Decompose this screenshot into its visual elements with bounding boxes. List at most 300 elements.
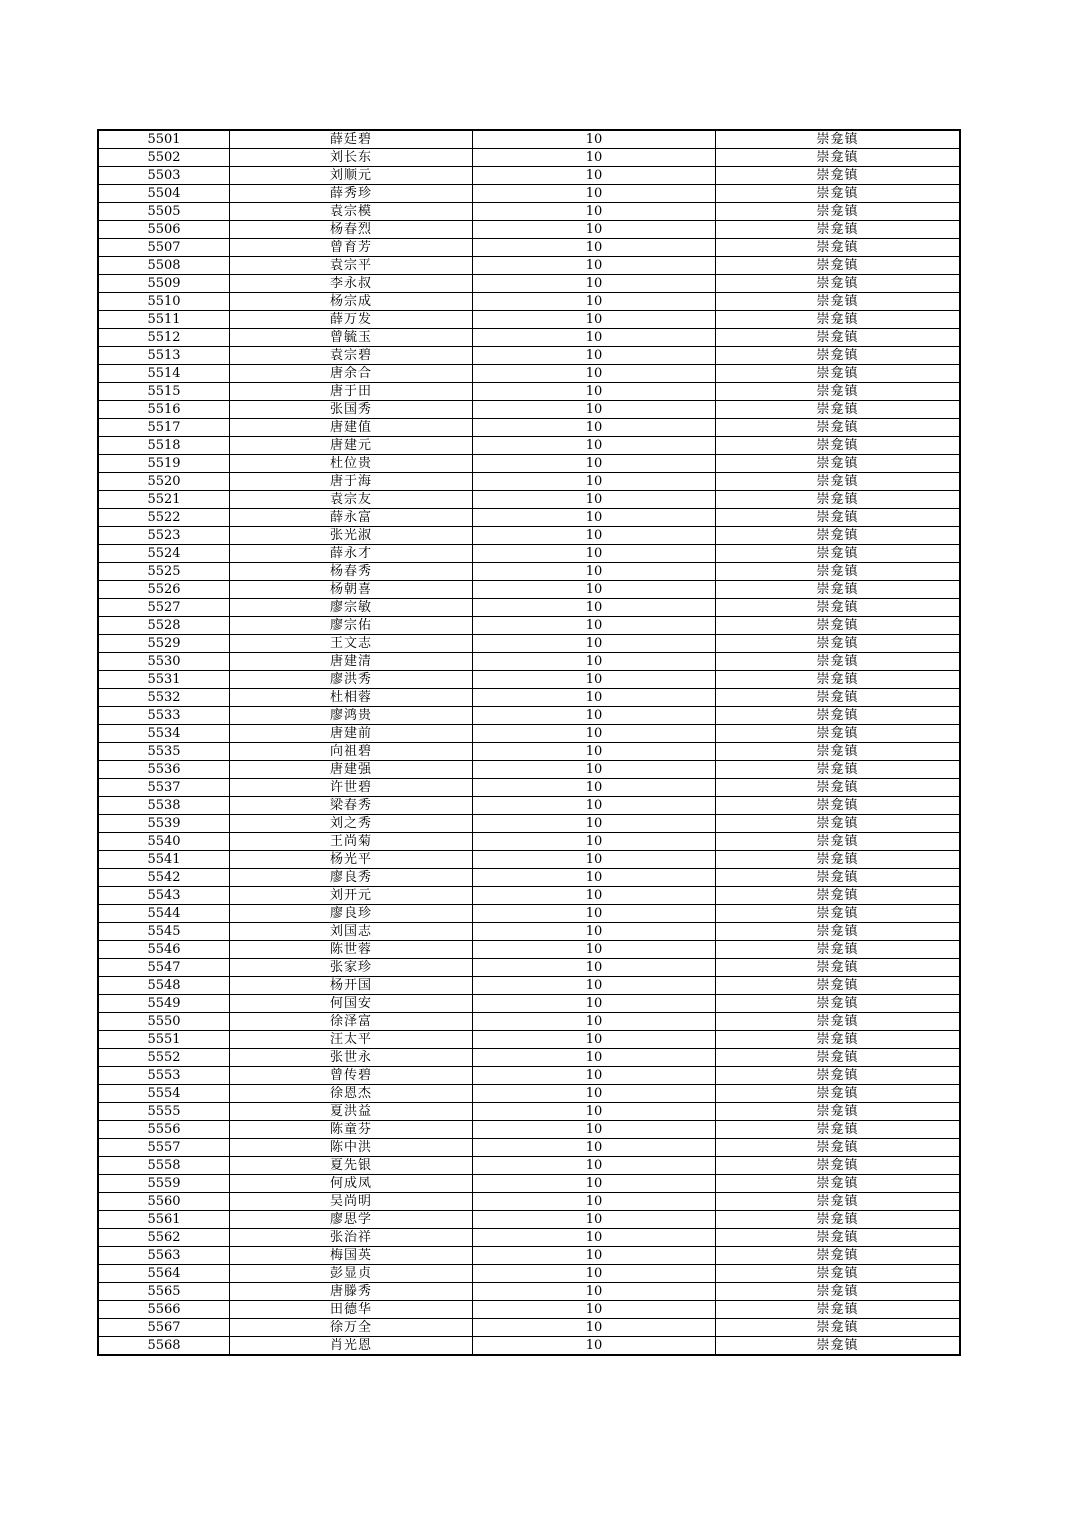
amount-cell: 10 [473, 383, 716, 401]
town-cell: 崇龛镇 [716, 905, 961, 923]
amount-cell: 10 [473, 1121, 716, 1139]
name-cell: 薛廷碧 [230, 130, 473, 149]
table-row [98, 329, 960, 347]
data-table [97, 129, 961, 1356]
table-row [98, 779, 960, 797]
town-cell: 崇龛镇 [716, 1265, 961, 1283]
name-cell: 唐建清 [230, 653, 473, 671]
table-row [98, 1139, 960, 1157]
town-cell: 崇龛镇 [716, 1049, 961, 1067]
amount-cell: 10 [473, 365, 716, 383]
row-number-cell: 5564 [98, 1265, 230, 1283]
row-number-cell: 5531 [98, 671, 230, 689]
town-cell: 崇龛镇 [716, 365, 961, 383]
amount-cell: 10 [473, 977, 716, 995]
table-row [98, 797, 960, 815]
table-row [98, 923, 960, 941]
row-number-cell: 5562 [98, 1229, 230, 1247]
name-cell: 张治祥 [230, 1229, 473, 1247]
name-cell: 汪太平 [230, 1031, 473, 1049]
name-cell: 刘国志 [230, 923, 473, 941]
amount-cell: 10 [473, 167, 716, 185]
town-cell: 崇龛镇 [716, 185, 961, 203]
row-number-cell: 5509 [98, 275, 230, 293]
town-cell: 崇龛镇 [716, 599, 961, 617]
amount-cell: 10 [473, 743, 716, 761]
town-cell: 崇龛镇 [716, 743, 961, 761]
row-number-cell: 5523 [98, 527, 230, 545]
amount-cell: 10 [473, 563, 716, 581]
name-cell: 唐于田 [230, 383, 473, 401]
amount-cell: 10 [473, 293, 716, 311]
amount-cell: 10 [473, 545, 716, 563]
amount-cell: 10 [473, 1211, 716, 1229]
table-row [98, 383, 960, 401]
row-number-cell: 5505 [98, 203, 230, 221]
name-cell: 唐于海 [230, 473, 473, 491]
name-cell: 薛永才 [230, 545, 473, 563]
row-number-cell: 5541 [98, 851, 230, 869]
table-row [98, 599, 960, 617]
town-cell: 崇龛镇 [716, 923, 961, 941]
table-row [98, 347, 960, 365]
row-number-cell: 5563 [98, 1247, 230, 1265]
amount-cell: 10 [473, 473, 716, 491]
row-number-cell: 5528 [98, 617, 230, 635]
town-cell: 崇龛镇 [716, 257, 961, 275]
town-cell: 崇龛镇 [716, 527, 961, 545]
table-row [98, 725, 960, 743]
name-cell: 杨光平 [230, 851, 473, 869]
row-number-cell: 5548 [98, 977, 230, 995]
amount-cell: 10 [473, 653, 716, 671]
name-cell: 夏先银 [230, 1157, 473, 1175]
name-cell: 廖鸿贵 [230, 707, 473, 725]
town-cell: 崇龛镇 [716, 401, 961, 419]
town-cell: 崇龛镇 [716, 311, 961, 329]
table-row [98, 851, 960, 869]
name-cell: 杜相蓉 [230, 689, 473, 707]
amount-cell: 10 [473, 130, 716, 149]
name-cell: 曾传碧 [230, 1067, 473, 1085]
table-row [98, 491, 960, 509]
name-cell: 陈童芬 [230, 1121, 473, 1139]
name-cell: 廖洪秀 [230, 671, 473, 689]
row-number-cell: 5558 [98, 1157, 230, 1175]
name-cell: 张家珍 [230, 959, 473, 977]
table-row [98, 167, 960, 185]
name-cell: 徐恩杰 [230, 1085, 473, 1103]
town-cell: 崇龛镇 [716, 203, 961, 221]
name-cell: 张国秀 [230, 401, 473, 419]
amount-cell: 10 [473, 1013, 716, 1031]
amount-cell: 10 [473, 1319, 716, 1337]
row-number-cell: 5535 [98, 743, 230, 761]
town-cell: 崇龛镇 [716, 509, 961, 527]
amount-cell: 10 [473, 671, 716, 689]
town-cell: 崇龛镇 [716, 275, 961, 293]
row-number-cell: 5526 [98, 581, 230, 599]
amount-cell: 10 [473, 887, 716, 905]
name-cell: 袁宗模 [230, 203, 473, 221]
amount-cell: 10 [473, 347, 716, 365]
town-cell: 崇龛镇 [716, 1103, 961, 1121]
amount-cell: 10 [473, 581, 716, 599]
name-cell: 许世碧 [230, 779, 473, 797]
amount-cell: 10 [473, 1283, 716, 1301]
table-row [98, 527, 960, 545]
table-row [98, 1031, 960, 1049]
name-cell: 梁春秀 [230, 797, 473, 815]
row-number-cell: 5513 [98, 347, 230, 365]
town-cell: 崇龛镇 [716, 725, 961, 743]
row-number-cell: 5560 [98, 1193, 230, 1211]
amount-cell: 10 [473, 419, 716, 437]
amount-cell: 10 [473, 329, 716, 347]
row-number-cell: 5537 [98, 779, 230, 797]
amount-cell: 10 [473, 689, 716, 707]
name-cell: 廖良珍 [230, 905, 473, 923]
table-row [98, 130, 960, 149]
name-cell: 张光淑 [230, 527, 473, 545]
table-row [98, 455, 960, 473]
amount-cell: 10 [473, 491, 716, 509]
amount-cell: 10 [473, 221, 716, 239]
town-cell: 崇龛镇 [716, 941, 961, 959]
name-cell: 唐余合 [230, 365, 473, 383]
amount-cell: 10 [473, 437, 716, 455]
name-cell: 何国安 [230, 995, 473, 1013]
row-number-cell: 5506 [98, 221, 230, 239]
amount-cell: 10 [473, 311, 716, 329]
name-cell: 杨春秀 [230, 563, 473, 581]
amount-cell: 10 [473, 527, 716, 545]
name-cell: 廖宗佑 [230, 617, 473, 635]
row-number-cell: 5511 [98, 311, 230, 329]
amount-cell: 10 [473, 815, 716, 833]
table-row [98, 887, 960, 905]
amount-cell: 10 [473, 1229, 716, 1247]
table-row [98, 1247, 960, 1265]
row-number-cell: 5512 [98, 329, 230, 347]
row-number-cell: 5539 [98, 815, 230, 833]
name-cell: 曾育芳 [230, 239, 473, 257]
town-cell: 崇龛镇 [716, 545, 961, 563]
name-cell: 刘长东 [230, 149, 473, 167]
town-cell: 崇龛镇 [716, 563, 961, 581]
row-number-cell: 5566 [98, 1301, 230, 1319]
name-cell: 刘开元 [230, 887, 473, 905]
amount-cell: 10 [473, 1301, 716, 1319]
name-cell: 张世永 [230, 1049, 473, 1067]
row-number-cell: 5521 [98, 491, 230, 509]
town-cell: 崇龛镇 [716, 671, 961, 689]
row-number-cell: 5529 [98, 635, 230, 653]
name-cell: 薛秀珍 [230, 185, 473, 203]
town-cell: 崇龛镇 [716, 1139, 961, 1157]
table-row [98, 509, 960, 527]
row-number-cell: 5532 [98, 689, 230, 707]
name-cell: 陈中洪 [230, 1139, 473, 1157]
table-row [98, 275, 960, 293]
table-row [98, 941, 960, 959]
name-cell: 王文志 [230, 635, 473, 653]
amount-cell: 10 [473, 1067, 716, 1085]
name-cell: 何成凤 [230, 1175, 473, 1193]
row-number-cell: 5567 [98, 1319, 230, 1337]
amount-cell: 10 [473, 1031, 716, 1049]
row-number-cell: 5507 [98, 239, 230, 257]
town-cell: 崇龛镇 [716, 221, 961, 239]
table-row [98, 473, 960, 491]
amount-cell: 10 [473, 923, 716, 941]
town-cell: 崇龛镇 [716, 239, 961, 257]
table-row [98, 1085, 960, 1103]
amount-cell: 10 [473, 275, 716, 293]
table-row [98, 815, 960, 833]
town-cell: 崇龛镇 [716, 1319, 961, 1337]
name-cell: 薛永富 [230, 509, 473, 527]
amount-cell: 10 [473, 203, 716, 221]
row-number-cell: 5510 [98, 293, 230, 311]
row-number-cell: 5501 [98, 130, 230, 149]
table-row [98, 419, 960, 437]
row-number-cell: 5555 [98, 1103, 230, 1121]
table-row [98, 707, 960, 725]
table-row [98, 1211, 960, 1229]
amount-cell: 10 [473, 1049, 716, 1067]
town-cell: 崇龛镇 [716, 653, 961, 671]
town-cell: 崇龛镇 [716, 851, 961, 869]
town-cell: 崇龛镇 [716, 1157, 961, 1175]
name-cell: 廖宗敏 [230, 599, 473, 617]
town-cell: 崇龛镇 [716, 1085, 961, 1103]
table-row [98, 689, 960, 707]
name-cell: 徐泽富 [230, 1013, 473, 1031]
amount-cell: 10 [473, 401, 716, 419]
town-cell: 崇龛镇 [716, 329, 961, 347]
town-cell: 崇龛镇 [716, 887, 961, 905]
name-cell: 梅国英 [230, 1247, 473, 1265]
town-cell: 崇龛镇 [716, 689, 961, 707]
row-number-cell: 5519 [98, 455, 230, 473]
town-cell: 崇龛镇 [716, 473, 961, 491]
amount-cell: 10 [473, 1337, 716, 1356]
town-cell: 崇龛镇 [716, 959, 961, 977]
town-cell: 崇龛镇 [716, 437, 961, 455]
amount-cell: 10 [473, 797, 716, 815]
table-row [98, 149, 960, 167]
row-number-cell: 5536 [98, 761, 230, 779]
table-row [98, 1103, 960, 1121]
row-number-cell: 5540 [98, 833, 230, 851]
table-row [98, 185, 960, 203]
amount-cell: 10 [473, 869, 716, 887]
table-row [98, 1229, 960, 1247]
town-cell: 崇龛镇 [716, 130, 961, 149]
amount-cell: 10 [473, 851, 716, 869]
table-row [98, 671, 960, 689]
name-cell: 袁宗碧 [230, 347, 473, 365]
table-row [98, 437, 960, 455]
table-row [98, 401, 960, 419]
town-cell: 崇龛镇 [716, 1337, 961, 1356]
table-row [98, 833, 960, 851]
row-number-cell: 5504 [98, 185, 230, 203]
name-cell: 袁宗友 [230, 491, 473, 509]
row-number-cell: 5516 [98, 401, 230, 419]
town-cell: 崇龛镇 [716, 977, 961, 995]
table-row [98, 563, 960, 581]
amount-cell: 10 [473, 905, 716, 923]
name-cell: 廖思学 [230, 1211, 473, 1229]
row-number-cell: 5533 [98, 707, 230, 725]
table-row [98, 1337, 960, 1356]
table-row [98, 293, 960, 311]
name-cell: 彭显贞 [230, 1265, 473, 1283]
town-cell: 崇龛镇 [716, 383, 961, 401]
amount-cell: 10 [473, 707, 716, 725]
amount-cell: 10 [473, 1175, 716, 1193]
table-row [98, 365, 960, 383]
amount-cell: 10 [473, 599, 716, 617]
table-row [98, 239, 960, 257]
name-cell: 田德华 [230, 1301, 473, 1319]
name-cell: 陈世蓉 [230, 941, 473, 959]
amount-cell: 10 [473, 149, 716, 167]
row-number-cell: 5524 [98, 545, 230, 563]
amount-cell: 10 [473, 617, 716, 635]
row-number-cell: 5515 [98, 383, 230, 401]
amount-cell: 10 [473, 509, 716, 527]
row-number-cell: 5502 [98, 149, 230, 167]
table-row [98, 653, 960, 671]
town-cell: 崇龛镇 [716, 761, 961, 779]
name-cell: 袁宗平 [230, 257, 473, 275]
amount-cell: 10 [473, 779, 716, 797]
table-row [98, 1157, 960, 1175]
row-number-cell: 5565 [98, 1283, 230, 1301]
amount-cell: 10 [473, 1157, 716, 1175]
town-cell: 崇龛镇 [716, 1067, 961, 1085]
table-row [98, 581, 960, 599]
town-cell: 崇龛镇 [716, 1175, 961, 1193]
name-cell: 刘顺元 [230, 167, 473, 185]
amount-cell: 10 [473, 1193, 716, 1211]
table-row [98, 257, 960, 275]
amount-cell: 10 [473, 239, 716, 257]
table-row [98, 761, 960, 779]
row-number-cell: 5552 [98, 1049, 230, 1067]
row-number-cell: 5508 [98, 257, 230, 275]
table-row [98, 1067, 960, 1085]
row-number-cell: 5557 [98, 1139, 230, 1157]
amount-cell: 10 [473, 761, 716, 779]
amount-cell: 10 [473, 959, 716, 977]
table-row [98, 545, 960, 563]
name-cell: 唐建前 [230, 725, 473, 743]
name-cell: 杨朝喜 [230, 581, 473, 599]
name-cell: 夏洪益 [230, 1103, 473, 1121]
amount-cell: 10 [473, 635, 716, 653]
town-cell: 崇龛镇 [716, 419, 961, 437]
name-cell: 唐滕秀 [230, 1283, 473, 1301]
amount-cell: 10 [473, 941, 716, 959]
table-row [98, 869, 960, 887]
town-cell: 崇龛镇 [716, 617, 961, 635]
table-row [98, 221, 960, 239]
amount-cell: 10 [473, 1265, 716, 1283]
name-cell: 吴尚明 [230, 1193, 473, 1211]
town-cell: 崇龛镇 [716, 1193, 961, 1211]
row-number-cell: 5518 [98, 437, 230, 455]
name-cell: 杜位贵 [230, 455, 473, 473]
town-cell: 崇龛镇 [716, 149, 961, 167]
row-number-cell: 5503 [98, 167, 230, 185]
table-row [98, 1013, 960, 1031]
name-cell: 曾毓玉 [230, 329, 473, 347]
name-cell: 杨春烈 [230, 221, 473, 239]
row-number-cell: 5530 [98, 653, 230, 671]
table-body [98, 130, 960, 1355]
row-number-cell: 5514 [98, 365, 230, 383]
row-number-cell: 5568 [98, 1337, 230, 1356]
table-row [98, 1121, 960, 1139]
town-cell: 崇龛镇 [716, 1247, 961, 1265]
table-row [98, 977, 960, 995]
town-cell: 崇龛镇 [716, 455, 961, 473]
row-number-cell: 5549 [98, 995, 230, 1013]
town-cell: 崇龛镇 [716, 167, 961, 185]
row-number-cell: 5554 [98, 1085, 230, 1103]
town-cell: 崇龛镇 [716, 491, 961, 509]
table-row [98, 1049, 960, 1067]
row-number-cell: 5543 [98, 887, 230, 905]
row-number-cell: 5545 [98, 923, 230, 941]
name-cell: 肖光恩 [230, 1337, 473, 1356]
name-cell: 唐建强 [230, 761, 473, 779]
amount-cell: 10 [473, 1247, 716, 1265]
row-number-cell: 5525 [98, 563, 230, 581]
amount-cell: 10 [473, 1139, 716, 1157]
name-cell: 杨宗成 [230, 293, 473, 311]
town-cell: 崇龛镇 [716, 1301, 961, 1319]
table-row [98, 959, 960, 977]
name-cell: 王尚菊 [230, 833, 473, 851]
table-row [98, 743, 960, 761]
town-cell: 崇龛镇 [716, 635, 961, 653]
table-row [98, 1265, 960, 1283]
town-cell: 崇龛镇 [716, 581, 961, 599]
row-number-cell: 5534 [98, 725, 230, 743]
row-number-cell: 5538 [98, 797, 230, 815]
name-cell: 唐建元 [230, 437, 473, 455]
table-row [98, 1193, 960, 1211]
name-cell: 刘之秀 [230, 815, 473, 833]
amount-cell: 10 [473, 257, 716, 275]
name-cell: 杨开国 [230, 977, 473, 995]
table-row [98, 635, 960, 653]
town-cell: 崇龛镇 [716, 293, 961, 311]
town-cell: 崇龛镇 [716, 797, 961, 815]
row-number-cell: 5551 [98, 1031, 230, 1049]
row-number-cell: 5522 [98, 509, 230, 527]
table-row [98, 617, 960, 635]
row-number-cell: 5520 [98, 473, 230, 491]
row-number-cell: 5553 [98, 1067, 230, 1085]
name-cell: 薛万发 [230, 311, 473, 329]
town-cell: 崇龛镇 [716, 347, 961, 365]
